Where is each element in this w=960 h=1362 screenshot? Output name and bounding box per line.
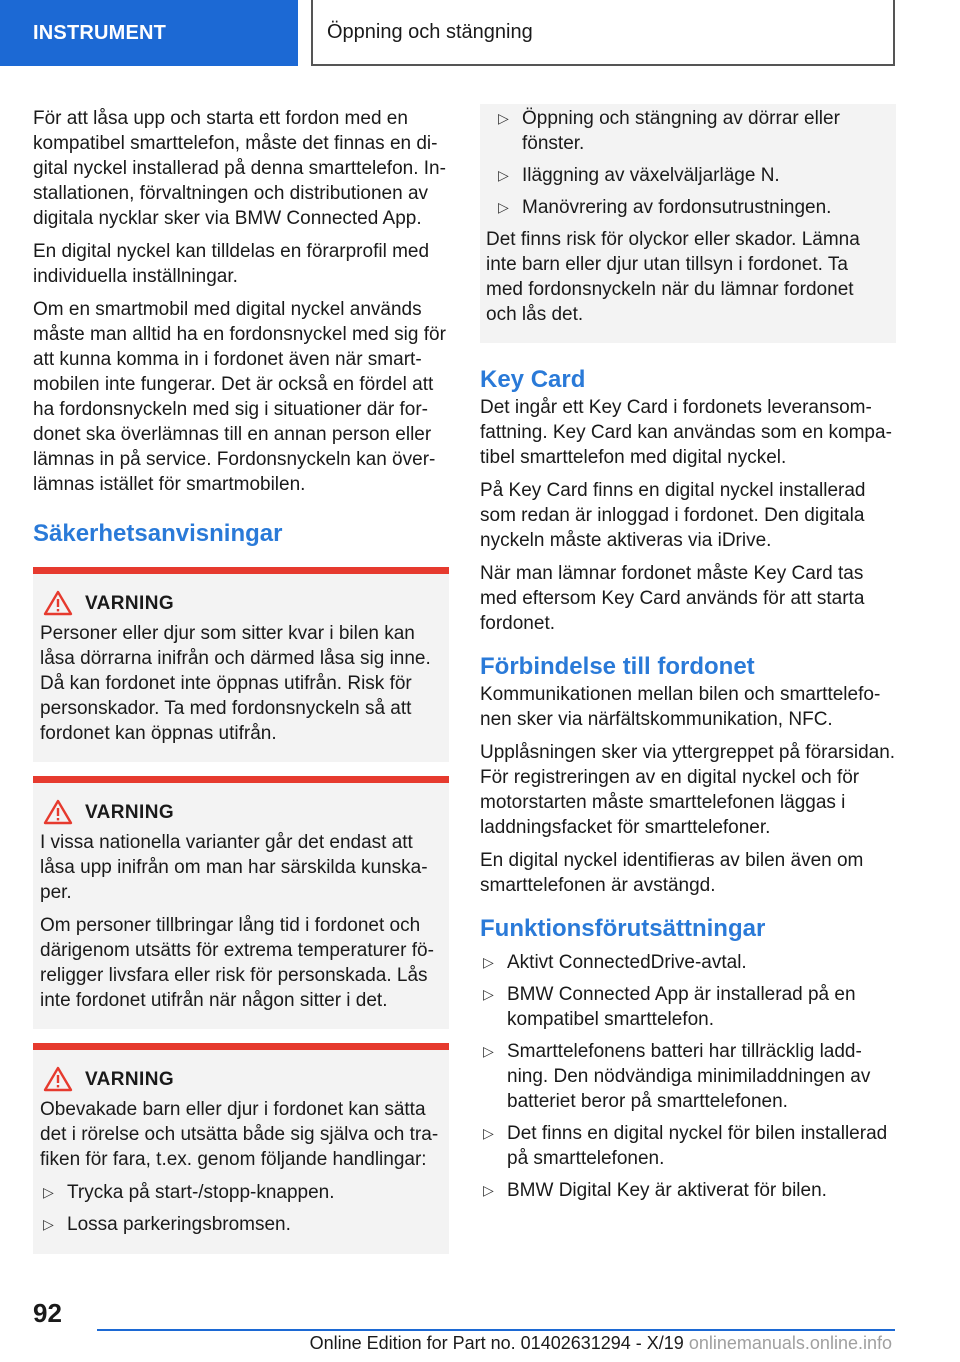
list-item [480, 1178, 896, 1203]
list-item-text: Aktivt ConnectedDrive-avtal. [507, 952, 747, 973]
list-item [40, 1212, 441, 1237]
warning-triangle-icon [43, 1066, 73, 1092]
triangle-right-bullet-icon: ▷ [483, 1125, 494, 1141]
list-item-text: Trycka på start-/stopp-knappen. [67, 1182, 335, 1203]
warning-text: I vissa nationella varianter går det endast att låsa upp inifrån om man har särskilda kunskaper. [40, 832, 428, 903]
footer-edition-text [310, 1333, 892, 1354]
page-number: 92 [33, 1298, 62, 1328]
list-item-text: BMW Digital Key är aktiverat för bilen. [507, 1180, 827, 1201]
section-tab: INSTRUMENT [0, 0, 298, 66]
edition-text: Online Edition for Part no. 01402631294 - X/19 [309, 1333, 684, 1353]
chapter-title: Öppning och stängning [311, 0, 895, 66]
paragraph: För att låsa upp och starta ett fordon med en kompatibel smarttelefon, måste det finnas en digital nyckel installerad på denna smarttelefon. Installationen, förvaltningen och distributionen av digitala nycklar sker via BMW Connected App. [33, 108, 446, 229]
warning-title: VARNING [85, 1068, 175, 1090]
warning-box [33, 567, 449, 762]
heading-key-card: Key Card [480, 366, 586, 393]
paragraph: Kommunikationen mellan bilen och smarttelefonen sker via närfältskommunikation, NFC. [480, 684, 881, 730]
list-item [480, 982, 896, 1032]
triangle-right-bullet-icon: ▷ [483, 1182, 494, 1198]
list-item-text: Öppning och stängning av dörrar eller fönster. [522, 108, 840, 154]
heading-connection: Förbindelse till fordonet [480, 653, 755, 680]
triangle-right-bullet-icon: ▷ [483, 1043, 494, 1059]
triangle-right-bullet-icon: ▷ [498, 167, 509, 183]
footer-divider [97, 1329, 895, 1331]
triangle-right-bullet-icon: ▷ [498, 199, 509, 215]
list-item [486, 163, 888, 188]
warning-box [33, 1043, 449, 1254]
warning-header [40, 799, 441, 825]
list-item-text: Lossa parkeringsbromsen. [67, 1214, 291, 1235]
heading-requirements: Funktionsförutsättningar [480, 915, 766, 942]
paragraph: En digital nyckel kan tilldelas en förarprofil med individuella inställningar. [33, 241, 430, 287]
list-item [40, 1180, 441, 1205]
paragraph: Det ingår ett Key Card i fordonets leveransomfattning. Key Card kan användas som en kompatibel smarttelefon med digital nyckel. [480, 397, 892, 468]
paragraph: En digital nyckel identifieras av bilen även om smarttelefonen är avstängd. [480, 850, 864, 896]
paragraph: Om en smartmobil med digital nyckel används måste man alltid ha en fordonsnyckel med sig för att kunna komma in i fordonet även när smartmobilen inte fungerar. Det är också en fördel att ha fordonsnyckeln med sig i situationer där fordonet ska överlämnas till en annan person eller lämnas in på service. Fordonsnyckeln kan överlämnas istället för smartmobilen. [33, 299, 446, 495]
warning-box [33, 776, 449, 1029]
left-column [33, 106, 449, 1254]
paragraph: När man lämnar fordonet måste Key Card tas med eftersom Key Card används för att starta fordonet. [480, 563, 865, 634]
list-item-text: BMW Connected App är installerad på en kompatibel smarttelefon. [507, 984, 856, 1030]
requirements-bullet-list [480, 950, 896, 1203]
list-item [480, 1121, 896, 1171]
warning-text: Personer eller djur som sitter kvar i bilen kan låsa dörrarna inifrån och därmed låsa sig inne. Då kan fordonet inte öppnas utifrån. Risk för personskador. Ta med fordonsnyckeln så att fordonet kan öppnas utifrån. [40, 623, 431, 744]
list-item-text: Iläggning av växelväljarläge N. [522, 165, 780, 186]
triangle-right-bullet-icon: ▷ [43, 1216, 54, 1232]
warning-text: Om personer tillbringar lång tid i fordonet och därigenom utsätts för extrema temperaturer föreligger livsfara eller risk för personskada. Lås inte fordonet utifrån när någon sitter i det. [40, 915, 434, 1011]
warning-title: VARNING [85, 592, 175, 614]
paragraph: Upplåsningen sker via yttergreppet på förarsidan. För registreringen av en digital nyckel och för motorstarten måste smarttelefonen läggas i laddningsfacket för smarttelefoner. [480, 742, 896, 838]
paragraph: På Key Card finns en digital nyckel installerad som redan är inloggad i fordonet. Den digitala nyckeln måste aktiveras via iDrive. [480, 480, 866, 551]
warning-title: VARNING [85, 801, 175, 823]
list-item-text: Smarttelefonens batteri har tillräcklig laddning. Den nödvändiga minimiladdningen av batteriet beror på smarttelefonen. [507, 1041, 871, 1112]
triangle-right-bullet-icon: ▷ [498, 110, 509, 126]
watermark: onlinemanuals.online.info [688, 1333, 892, 1353]
list-item-text: Manövrering av fordonsutrustningen. [522, 197, 832, 218]
list-item [480, 1039, 896, 1114]
warning-header [40, 590, 441, 616]
heading-safety: Säkerhetsanvisningar [33, 520, 283, 547]
warning-header [40, 1066, 441, 1092]
warning-text: Det finns risk för olyckor eller skador. Lämna inte barn eller djur utan tillsyn i fordonet. Ta med fordonsnyckeln när du lämnar fordonet och lås det. [486, 229, 860, 325]
list-item-text: Det finns en digital nyckel för bilen installerad på smarttelefonen. [507, 1123, 888, 1169]
continuation-bullet-list [486, 104, 888, 220]
list-item [480, 950, 896, 975]
warning-triangle-icon [43, 590, 73, 616]
right-column [480, 104, 896, 1210]
warning-continuation-box [480, 104, 896, 343]
list-item [486, 195, 888, 220]
warning-bullet-list [40, 1180, 441, 1237]
triangle-right-bullet-icon: ▷ [483, 954, 494, 970]
triangle-right-bullet-icon: ▷ [483, 986, 494, 1002]
list-item [486, 106, 888, 156]
triangle-right-bullet-icon: ▷ [43, 1184, 54, 1200]
warning-triangle-icon [43, 799, 73, 825]
warning-text: Obevakade barn eller djur i fordonet kan sätta det i rörelse och utsätta både sig själva och trafiken för fara, t.ex. genom följande handlingar: [40, 1099, 439, 1170]
